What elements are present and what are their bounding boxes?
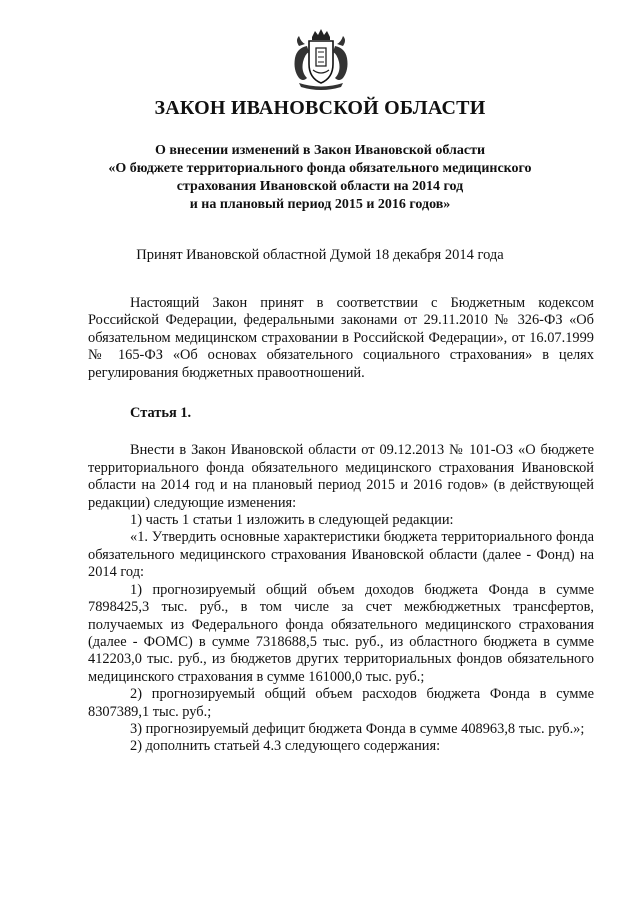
subtitle-line: страхования Ивановской области на 2014 год xyxy=(176,179,464,194)
document-body xyxy=(88,295,594,756)
body-paragraph: 2) прогнозируемый общий объем расходов бюджета Фонда в сумме 8307389,1 тыс. руб.; xyxy=(88,686,594,720)
law-subtitle xyxy=(60,142,580,214)
body-paragraph: 3) прогнозируемый дефицит бюджета Фонда в сумме 408963,8 тыс. руб.»; xyxy=(130,720,585,737)
body-paragraph: Внести в Закон Ивановской области от 09.12.2013 № 101-ОЗ «О бюджете территориального фонда обязательного медицинского страхования Ивановской области на 2014 год и на плановый период 2015 и 2016 годов» (в действующей редакции) следующие изменения: xyxy=(88,442,594,511)
article-heading: Статья 1. xyxy=(130,405,192,422)
body-paragraph: 2) дополнить статьей 4.3 следующего содержания: xyxy=(130,738,441,755)
preamble-paragraph: Настоящий Закон принят в соответствии с Бюджетным кодексом Российской Федерации, федеральными законами от 29.11.2010 № 326-ФЗ «Об обязательном медицинском страховании в Российской Федерации», от 16.07.1999 № 165-ФЗ «Об основах обязательного социального страхования» в целях регулирования бюджетных правоотношений. xyxy=(88,295,594,381)
body-paragraph: 1) прогнозируемый общий объем доходов бюджета Фонда в сумме 7898425,3 тыс. руб., в том числе за счет межбюджетных трансфертов, получаемых из Федерального фонда обязательного медицинского страхования (далее - ФОМС) в сумме 7318688,5 тыс. руб., из областного бюджета в сумме 412203,0 тыс. руб., из бюджетов других территориальных фондов обязательного медицинского страхования в сумме 161000,0 тыс. руб.; xyxy=(88,581,594,685)
body-paragraph: «1. Утвердить основные характеристики бюджета территориального фонда обязательного медицинского страхования Ивановской области (далее - Фонд) на 2014 год: xyxy=(88,529,594,581)
coat-of-arms-icon xyxy=(285,28,357,90)
body-paragraph: 1) часть 1 статьи 1 изложить в следующей редакции: xyxy=(130,512,454,529)
subtitle-line: и на плановый период 2015 и 2016 годов» xyxy=(189,197,451,212)
adoption-note: Принят Ивановской областной Думой 18 декабря 2014 года xyxy=(136,247,504,263)
law-title: ЗАКОН ИВАНОВСКОЙ ОБЛАСТИ xyxy=(154,97,486,119)
subtitle-line: О внесении изменений в Закон Ивановской области xyxy=(154,143,486,158)
subtitle-line: «О бюджете территориального фонда обязательного медицинского xyxy=(108,161,532,176)
